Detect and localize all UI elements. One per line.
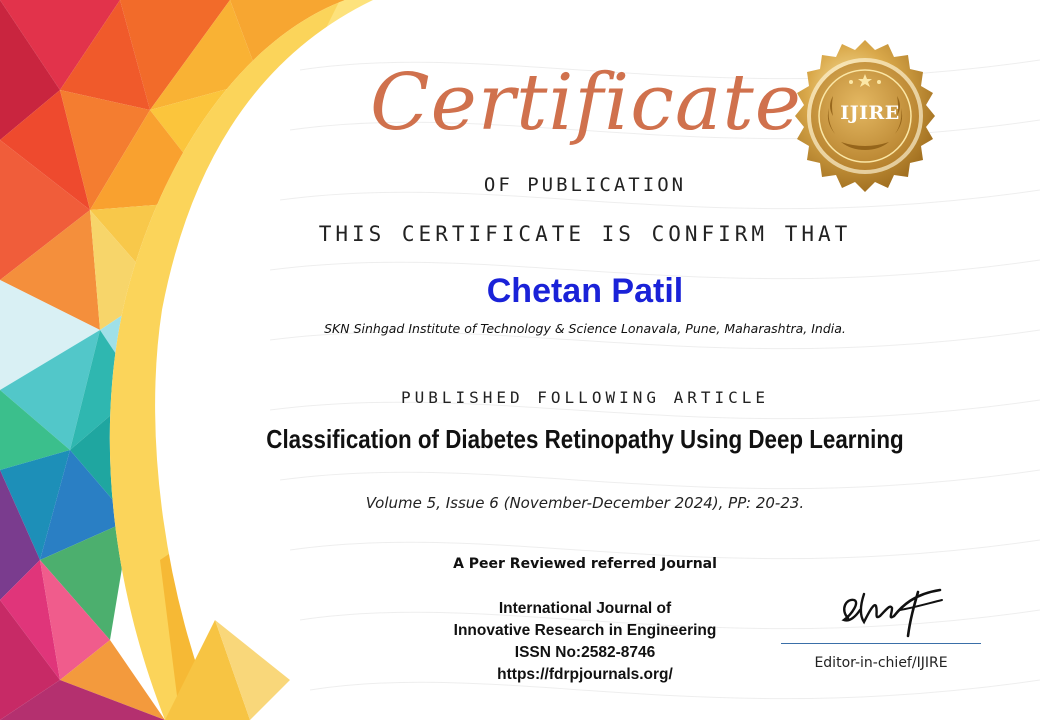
certificate-title: Certificate xyxy=(370,58,802,148)
recipient-affiliation: SKN Sinhgad Institute of Technology & Science Lonavala, Pune, Maharashtra, India. xyxy=(324,321,846,336)
journal-issn: ISSN No:2582-8746 xyxy=(514,644,656,661)
published-label: PUBLISHED FOLLOWING ARTICLE xyxy=(400,388,770,407)
journal-url: https://fdrpjournals.org/ xyxy=(497,666,673,683)
confirm-statement: THIS CERTIFICATE IS CONFIRM THAT xyxy=(318,222,852,246)
journal-name-line2: Innovative Research in Engineering xyxy=(453,622,717,639)
seal-label: IJIRE xyxy=(840,102,900,124)
editor-role: Editor-in-chief/IJIRE xyxy=(814,655,948,671)
signature-line xyxy=(781,643,981,644)
certificate-subtitle: OF PUBLICATION xyxy=(483,174,687,196)
journal-tagline: A Peer Reviewed referred Journal xyxy=(453,556,717,572)
article-title: Classification of Diabetes Retinopathy Using Deep Learning xyxy=(266,424,904,454)
journal-name-line1: International Journal of xyxy=(498,600,672,617)
recipient-name: Chetan Patil xyxy=(486,272,684,310)
signature-icon xyxy=(830,580,950,640)
volume-info: Volume 5, Issue 6 (November-December 2024), PP: 20-23. xyxy=(365,494,805,512)
